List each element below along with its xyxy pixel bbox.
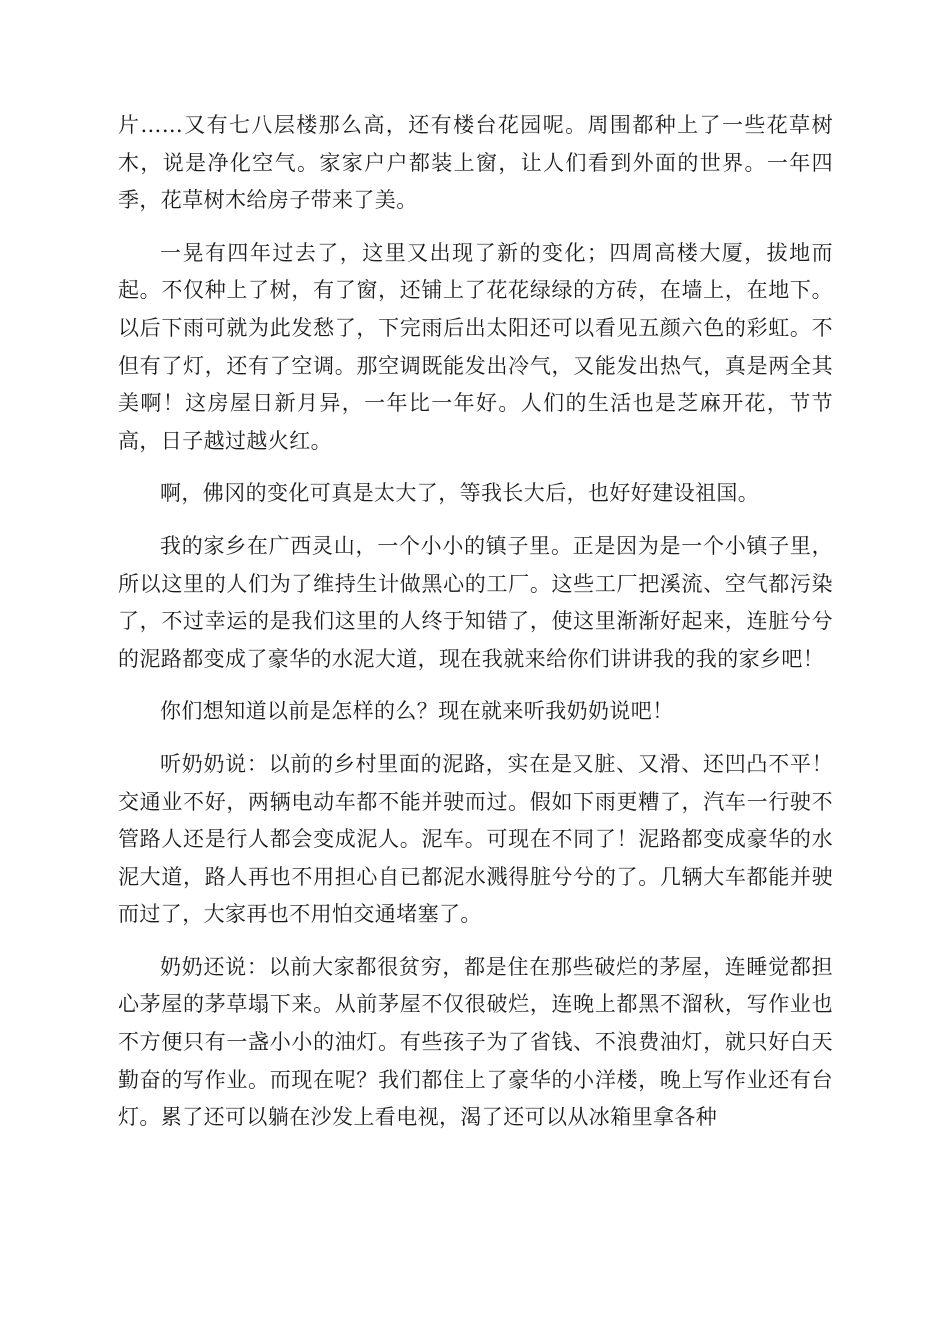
body-text [118, 107, 833, 1152]
paragraph-6: 听奶奶说：以前的乡村里面的泥路，实在是又脏、又滑、还凹凸不平！交通业不好，两辆电动车都不能并驶而过。假如下雨更糟了，汽车一行驶不管路人还是行人都会变成泥人。泥车。可现在不同了！泥路都变成豪华的水泥大道，路人再也不用担心自已都泥水溅得脏兮兮的了。几辆大车都能并驶而过了，大家再也不用怕交通堵塞了。 [118, 751, 833, 927]
paragraph-4: 我的家乡在广西灵山，一个小小的镇子里。正是因为是一个小镇子里，所以这里的人们为了维持生计做黑心的工厂。这些工厂把溪流、空气都污染了，不过幸运的是我们这里的人终于知错了，使这里渐渐好起来，连脏兮兮的泥路都变成了豪华的水泥大道，现在我就来给你们讲讲我的我的家乡吧！ [118, 533, 833, 671]
paragraph-7: 奶奶还说：以前大家都很贫穷，都是住在那些破烂的茅屋，连睡觉都担心茅屋的茅草塌下来。从前茅屋不仅很破烂，连晚上都黑不溜秋，写作业也不方便只有一盏小小的油灯。有些孩子为了省钱、不浪费油灯，就只好白天勤奋的写作业。而现在呢？我们都住上了豪华的小洋楼，晚上写作业还有台灯。累了还可以躺在沙发上看电视，渴了还可以从冰箱里拿各种 [118, 954, 833, 1130]
paragraph-1: 片……又有七八层楼那么高，还有楼台花园呢。周围都种上了一些花草树木，说是净化空气。家家户户都装上窗，让人们看到外面的世界。一年四季，花草树木给房子带来了美。 [118, 113, 833, 213]
paragraph-3: 啊，佛冈的变化可真是太大了，等我长大后，也好好建设祖国。 [160, 481, 760, 506]
paragraph-2: 一晃有四年过去了，这里又出现了新的变化；四周高楼大厦，拔地而起。不仅种上了树，有了窗，还铺上了花花绿绿的方砖，在墙上，在地下。以后下雨可就为此发愁了，下完雨后出太阳还可以看见五颜六色的彩虹。不但有了灯，还有了空调。那空调既能发出冷气，又能发出热气，真是两全其美啊！这房屋日新月异，一年比一年好。人们的生活也是芝麻开花，节节高，日子越过越火红。 [118, 240, 833, 453]
paragraph-5: 你们想知道以前是怎样的么？现在就来听我奶奶说吧！ [160, 699, 674, 724]
